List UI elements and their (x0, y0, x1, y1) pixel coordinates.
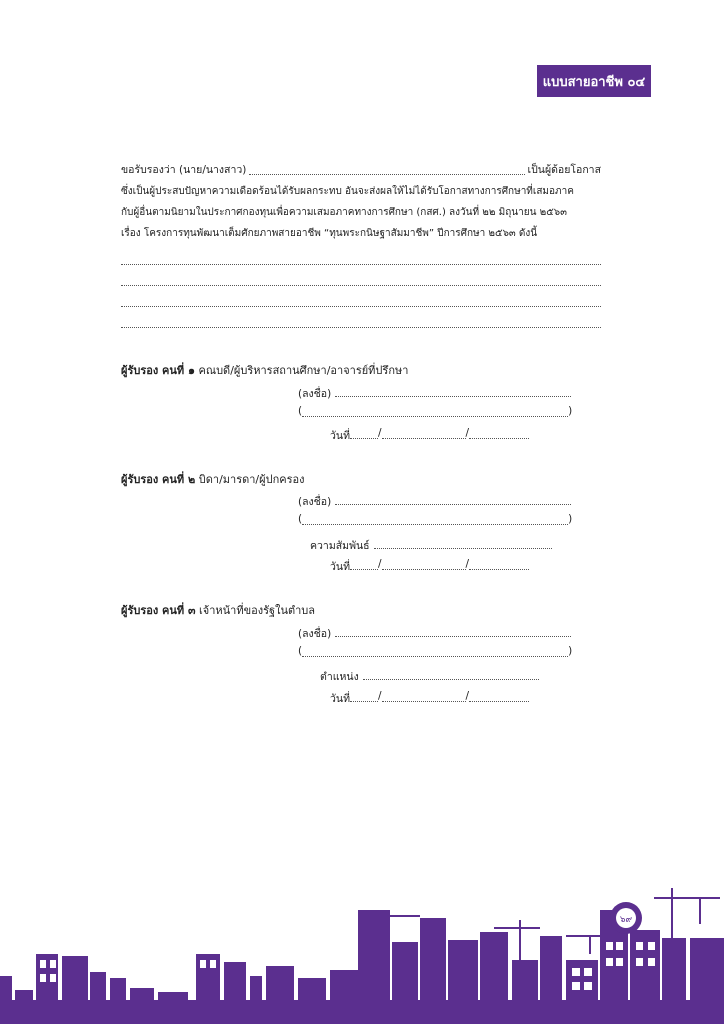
certify-line-3: กับผู้อื่นตามนิยามในประกาศกองทุนเพื่อความเสมอภาคทางการศึกษา (กสศ.) ลงวันที่ ๒๒ มิถุนายน ๒๕๖๓ (121, 207, 567, 218)
form-type-tag: แบบสายอาชีพ ๐๔ (537, 65, 651, 97)
svg-text:๖๙: ๖๙ (619, 915, 633, 925)
detail-blank-line[interactable] (121, 286, 601, 307)
certifier-3-date-line[interactable]: วันที่ / / (330, 690, 529, 707)
detail-blank-line[interactable] (121, 307, 601, 328)
city-skyline-illustration (0, 880, 724, 1024)
certification-paragraph (121, 160, 601, 328)
detail-blank-line[interactable] (121, 244, 601, 265)
certify-line-2: ซึ่งเป็นผู้ประสบปัญหาความเดือดร้อนได้รับผลกระทบ อันจะส่งผลให้ไม่ได้รับโอกาสทางการศึกษาที่เสมอภาค (121, 186, 574, 197)
certifier-2-date-line[interactable]: วันที่ / / (330, 558, 529, 575)
name-blank[interactable] (249, 160, 524, 175)
certifier-2-title: ผู้รับรอง คนที่ ๒ บิดา/มารดา/ผู้ปกครอง (121, 473, 305, 486)
certify-line-1-start: ขอรับรองว่า (นาย/นางสาว) (121, 164, 247, 176)
certifier-1-sign-line[interactable]: (ลงชื่อ) (298, 385, 571, 402)
certifier-2-name-line[interactable]: ( ) (298, 513, 573, 525)
certifier-3-name-line[interactable]: ( ) (298, 645, 573, 657)
certifier-1-title: ผู้รับรอง คนที่ ๑ คณบดี/ผู้บริหารสถานศึกษา/อาจารย์ที่ปรึกษา (121, 364, 409, 377)
certifier-2-relationship-line[interactable]: ความสัมพันธ์ (310, 537, 552, 554)
detail-blank-line[interactable] (121, 265, 601, 286)
certifier-2-sign-line[interactable]: (ลงชื่อ) (298, 493, 571, 510)
certify-line-1-end: เป็นผู้ด้อยโอกาส (527, 164, 601, 176)
certify-line-4: เรื่อง โครงการทุนพัฒนาเต็มศักยภาพสายอาชีพ “ทุนพระกนิษฐาสัมมาชีพ” ปีการศึกษา ๒๕๖๓ ดังนี้ (121, 228, 538, 239)
certifier-3-position-line[interactable]: ตำแหน่ง (320, 668, 539, 685)
certifier-1-date-line[interactable]: วันที่ / / (330, 427, 529, 444)
certifier-1-name-line[interactable]: ( ) (298, 405, 573, 417)
gear-icon (610, 902, 642, 934)
certifier-3-sign-line[interactable]: (ลงชื่อ) (298, 625, 571, 642)
certifier-3-title: ผู้รับรอง คนที่ ๓ เจ้าหน้าที่ของรัฐในตำบล (121, 604, 316, 617)
